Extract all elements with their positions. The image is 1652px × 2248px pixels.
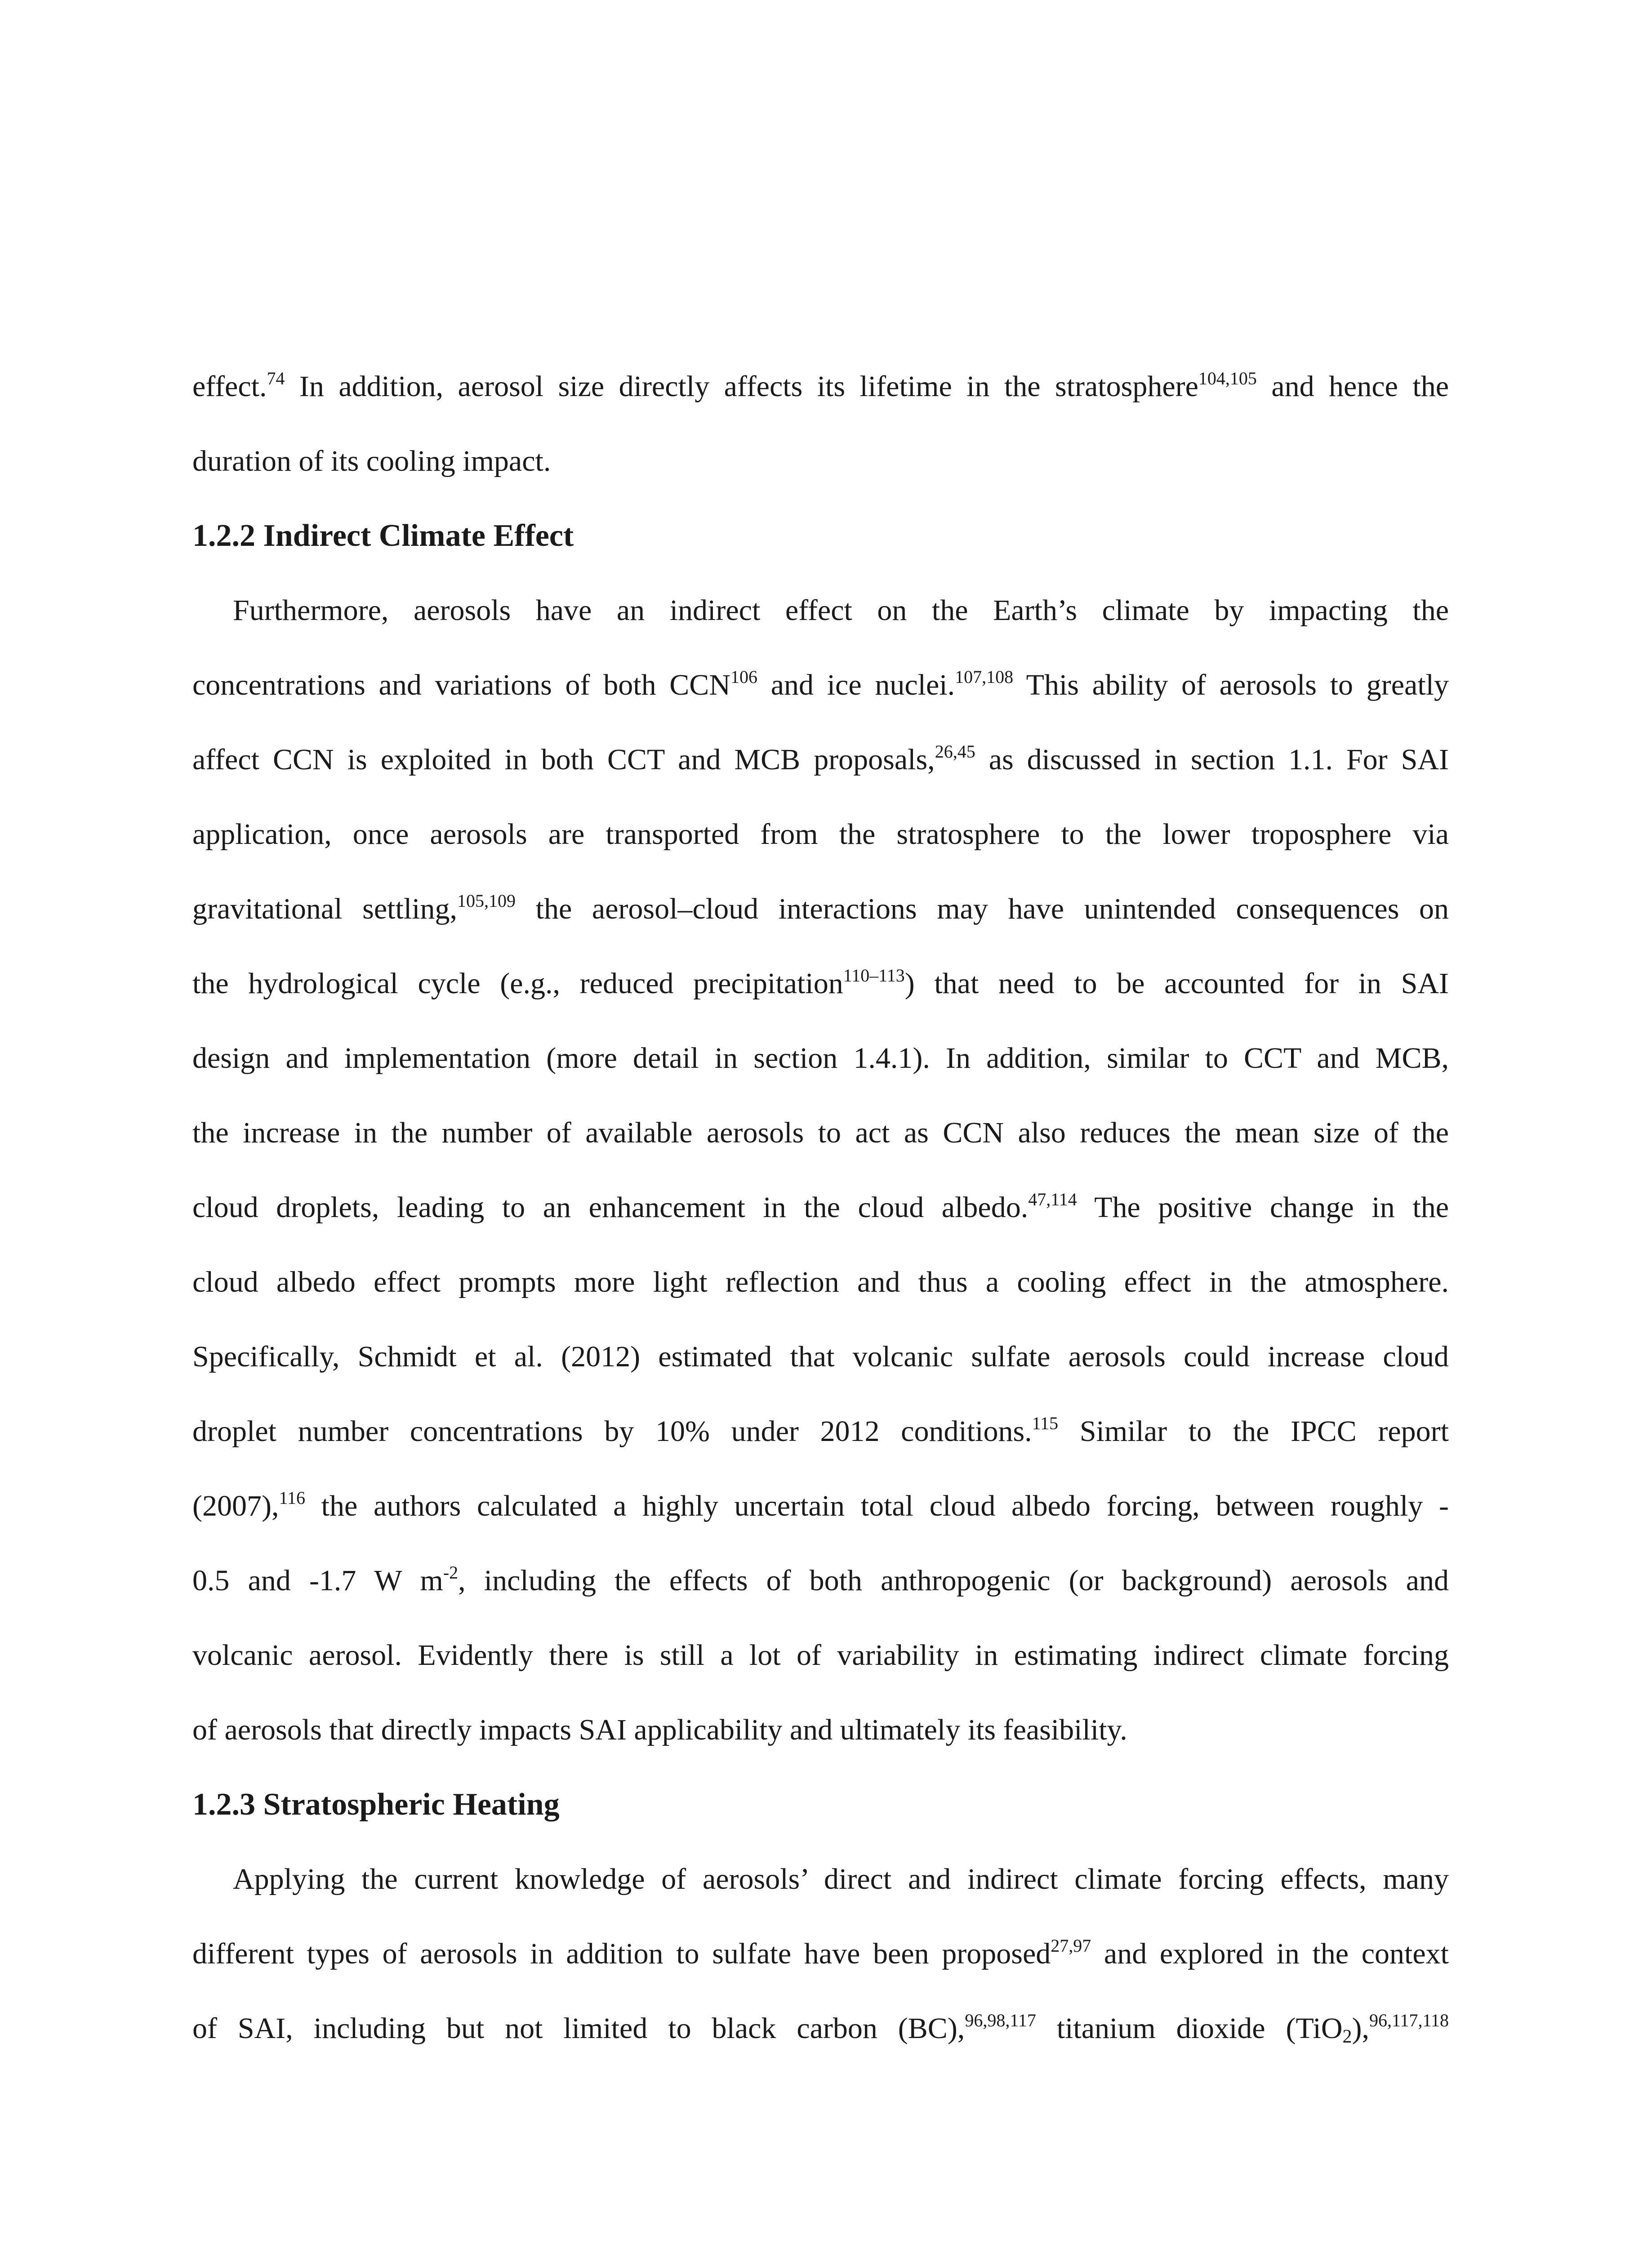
citation: 107,108 xyxy=(955,667,1014,687)
text-line: concentrations and variations of both CCN$^{106}$ and ice nuclei.$^{107,108}$ This ability of aerosols to greatly xyxy=(192,667,1449,701)
unit-exponent: -2 xyxy=(443,1562,459,1583)
citation: 74 xyxy=(267,368,285,388)
citation: 96,98,117 xyxy=(965,2010,1036,2030)
text-line: effect.$^{74}$ In addition, aerosol size directly affects its lifetime in the stratosphere$^{104,105}$ and hence the xyxy=(192,368,1449,403)
text-line: affect CCN is exploited in both CCT and MCB proposals,$^{26,45}$ as discussed in section 1.1. For SAI xyxy=(192,741,1449,776)
text-line: of aerosols that directly impacts SAI applicability and ultimately its feasibility. xyxy=(192,1713,1127,1746)
citation: 47,114 xyxy=(1028,1189,1077,1209)
text-line: (2007),$^{116}$ the authors calculated a highly uncertain total cloud albedo forcing, between roughly - xyxy=(192,1488,1449,1522)
text-line: cloud droplets, leading to an enhancement in the cloud albedo.$^{47,114}$ The positive change in the xyxy=(192,1189,1449,1224)
text-line: Furthermore, aerosols have an indirect effect on the Earth’s climate by impacting the xyxy=(233,594,1449,627)
text-line: the increase in the number of available aerosols to act as CCN also reduces the mean size of the xyxy=(192,1116,1449,1149)
text-line: cloud albedo effect prompts more light reflection and thus a cooling effect in the atmosphere. xyxy=(192,1266,1449,1298)
citation: 115 xyxy=(1032,1413,1059,1433)
text-line: volcanic aerosol. Evidently there is still a lot of variability in estimating indirect climate forcing xyxy=(192,1639,1449,1672)
text-line: different types of aerosols in addition to sulfate have been proposed$^{27,97}$ and explored in the context xyxy=(192,1936,1449,1970)
section-heading-stratospheric-heating: 1.2.3 Stratospheric Heating xyxy=(192,1787,560,1822)
citation: 106 xyxy=(730,667,757,687)
citation: 27,97 xyxy=(1051,1936,1091,1956)
citation: 116 xyxy=(279,1488,305,1508)
citation: 110–113 xyxy=(843,965,905,986)
section-heading-indirect-climate-effect: 1.2.2 Indirect Climate Effect xyxy=(192,518,574,553)
text-line: duration of its cooling impact. xyxy=(192,445,551,477)
text-line: Specifically, Schmidt et al. (2012) estimated that volcanic sulfate aerosols could increase cloud xyxy=(192,1340,1449,1373)
citation: 96,117,118 xyxy=(1369,2010,1449,2030)
text-line: of SAI, including but not limited to black carbon (BC),$^{96,98,117}$ titanium dioxide (TiO$_2$),$^{96,117,118}$ xyxy=(192,2010,1449,2047)
text-line: gravitational settling,$^{105,109}$ the aerosol–cloud interactions may have unintended consequences on xyxy=(192,891,1449,925)
text-line: application, once aerosols are transported from the stratosphere to the lower troposphere via xyxy=(192,818,1449,851)
chemical-subscript: 2 xyxy=(1342,2026,1352,2047)
text-line: 0.5 and -1.7 W $m^{-2}$, including the effects of both anthropogenic (or background) aerosols and xyxy=(192,1562,1449,1597)
citation: 26,45 xyxy=(935,741,975,762)
text-line: droplet number concentrations by 10% under 2012 conditions.$^{115}$ Similar to the IPCC report xyxy=(192,1413,1449,1448)
text-line: design and implementation (more detail in section 1.4.1). In addition, similar to CCT and MCB, xyxy=(192,1042,1449,1075)
text-line: Applying the current knowledge of aerosols’ direct and indirect climate forcing effects, many xyxy=(233,1863,1449,1896)
citation: 104,105 xyxy=(1198,368,1257,388)
body-text xyxy=(192,366,1449,2083)
text-line: the hydrological cycle (e.g., reduced precipitation$^{110-113}$) that need to be accounted for in SAI xyxy=(192,965,1449,1000)
citation: 105,109 xyxy=(457,891,516,911)
